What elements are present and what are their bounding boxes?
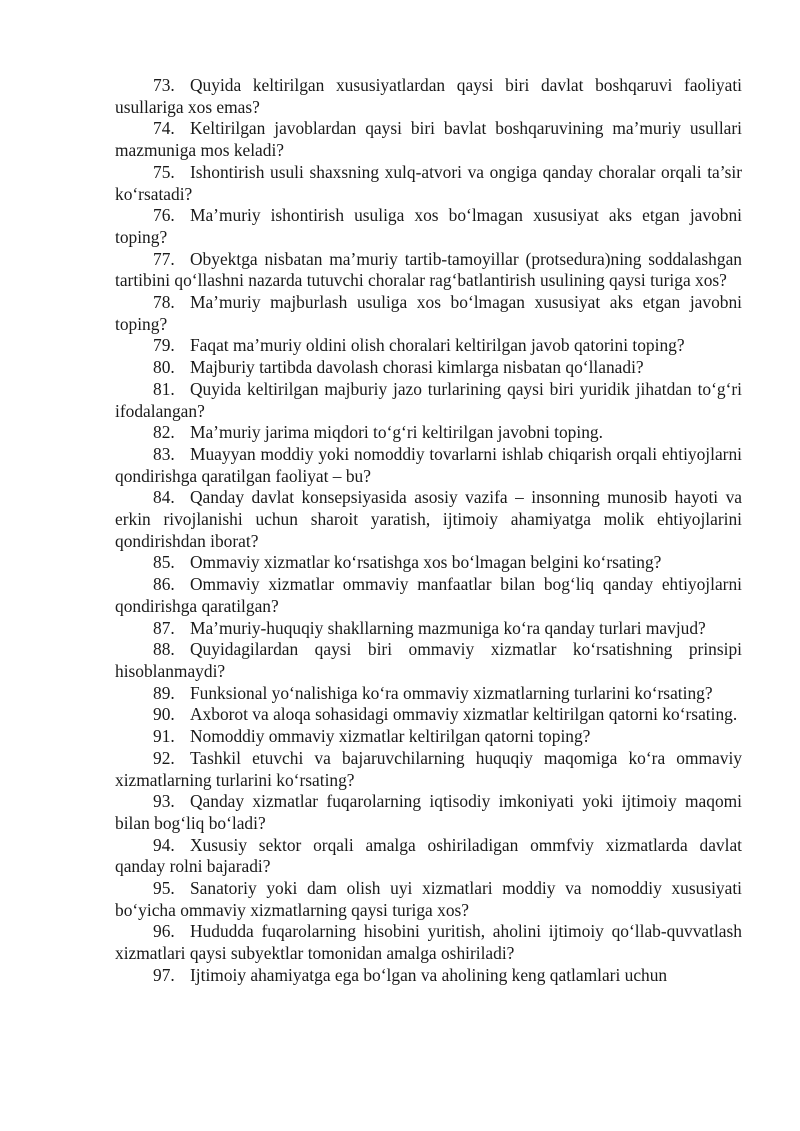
question-number: 89. xyxy=(153,682,175,703)
document-page xyxy=(115,75,742,987)
question-number: 96. xyxy=(153,921,175,942)
question-item xyxy=(115,487,742,552)
question-text: Ma’muriy ishontirish usuliga xos bo‘lmagan xususiyat aks etgan javobni toping? xyxy=(115,205,742,247)
question-item xyxy=(115,249,742,292)
question-item xyxy=(115,292,742,335)
question-item xyxy=(115,335,742,357)
question-text: Tashkil etuvchi va bajaruvchilarning huquqiy maqomiga ko‘ra ommaviy xizmatlarning turlarini ko‘rsating? xyxy=(115,747,742,790)
question-item xyxy=(115,205,742,248)
question-text: Qanday xizmatlar fuqarolarning iqtisodiy imkoniyati yoki ijtimoiy maqomi bilan bog‘liq bo‘ladi? xyxy=(115,791,742,833)
question-text: Ma’muriy jarima miqdori to‘g‘ri keltirilgan javobni toping. xyxy=(190,422,603,443)
question-text: Ishontirish usuli shaxsning xulq-atvori va ongiga qanday choralar orqali ta’sir ko‘rsatadi? xyxy=(115,161,742,204)
question-number: 88. xyxy=(153,639,175,660)
question-item xyxy=(115,444,742,487)
question-text: Nomoddiy ommaviy xizmatlar keltirilgan qatorni toping? xyxy=(190,726,591,747)
question-number: 75. xyxy=(153,161,175,182)
question-number: 93. xyxy=(153,791,175,812)
question-text: Obyektga nisbatan ma’muriy tartib-tamoyillar (protsedura)ning soddalashgan tartibini qo‘llashni nazarda tutuvchi choralar rag‘batlantirish usulining qaysi turiga xos? xyxy=(115,248,742,291)
question-text: Qanday davlat konsepsiyasida asosiy vazifa – insonning munosib hayoti va erkin rivojlanishi uchun sharoit yaratish, ijtimoiy ahamiyatga molik ehtiyojlarini qondirishdan iborat? xyxy=(115,487,742,551)
question-number: 92. xyxy=(153,747,175,768)
question-text: Quyidagilardan qaysi biri ommaviy xizmatlar ko‘rsatishning prinsipi hisoblanmaydi? xyxy=(115,639,742,681)
question-text: Sanatoriy yoki dam olish uyi xizmatlari moddiy va nomoddiy xususiyati bo‘yicha ommaviy xizmatlarning qaysi turiga xos? xyxy=(115,878,742,920)
question-text: Muayyan moddiy yoki nomoddiy tovarlarni ishlab chiqarish orqali ehtiyojlarni qondirishga qaratilgan faoliyat – bu? xyxy=(115,443,742,486)
question-text: Faqat ma’muriy oldini olish choralari keltirilgan javob qatorini toping? xyxy=(190,335,685,356)
question-number: 97. xyxy=(153,964,175,985)
question-item xyxy=(115,162,742,205)
question-number: 76. xyxy=(153,205,175,226)
question-item xyxy=(115,618,742,640)
question-item xyxy=(115,835,742,878)
question-number: 87. xyxy=(153,617,175,638)
question-text: Funksional yo‘nalishiga ko‘ra ommaviy xizmatlarning turlarini ko‘rsating? xyxy=(190,682,713,703)
question-number: 85. xyxy=(153,552,175,573)
question-number: 79. xyxy=(153,335,175,356)
question-item xyxy=(115,379,742,422)
question-text: Keltirilgan javoblardan qaysi biri bavlat boshqaruvining ma’muriy usullari mazmuniga mos keladi? xyxy=(115,118,742,161)
question-text: Ommaviy xizmatlar ommaviy manfaatlar bilan bog‘liq qanday ehtiyojlarni qondirishga qaratilgan? xyxy=(115,574,742,616)
question-item xyxy=(115,552,742,574)
question-item xyxy=(115,118,742,161)
question-item xyxy=(115,878,742,921)
question-item xyxy=(115,357,742,379)
question-item xyxy=(115,704,742,726)
question-item xyxy=(115,965,742,987)
question-text: Quyida keltirilgan xususiyatlardan qaysi biri davlat boshqaruvi faoliyati usullariga xos emas? xyxy=(115,75,742,117)
question-text: Ijtimoiy ahamiyatga ega bo‘lgan va aholining keng qatlamlari uchun xyxy=(190,964,668,985)
question-item xyxy=(115,639,742,682)
question-item xyxy=(115,791,742,834)
question-number: 94. xyxy=(153,834,175,855)
question-number: 83. xyxy=(153,443,175,464)
question-item xyxy=(115,921,742,964)
question-text: Ma’muriy-huquqiy shakllarning mazmuniga ko‘ra qanday turlari mavjud? xyxy=(190,617,706,638)
question-text: Majburiy tartibda davolash chorasi kimlarga nisbatan qo‘llanadi? xyxy=(190,357,644,378)
question-number: 74. xyxy=(153,118,175,139)
question-text: Ommaviy xizmatlar ko‘rsatishga xos bo‘lmagan belgini ko‘rsating? xyxy=(190,552,662,573)
question-text: Xususiy sektor orqali amalga oshiriladigan ommfviy xizmatlarda davlat qanday rolni bajaradi? xyxy=(115,834,742,877)
question-item xyxy=(115,683,742,705)
question-text: Axborot va aloqa sohasidagi ommaviy xizmatlar keltirilgan qatorni ko‘rsating. xyxy=(190,704,738,725)
question-item xyxy=(115,574,742,617)
question-number: 78. xyxy=(153,292,175,313)
question-number: 73. xyxy=(153,75,175,95)
question-text: Quyida keltirilgan majburiy jazo turlarining qaysi biri yuridik jihatdan to‘g‘ri ifodalangan? xyxy=(115,378,742,421)
question-number: 80. xyxy=(153,357,175,378)
question-item xyxy=(115,748,742,791)
question-number: 82. xyxy=(153,422,175,443)
question-text: Ma’muriy majburlash usuliga xos bo‘lmagan xususiyat aks etgan javobni toping? xyxy=(115,292,742,334)
question-number: 81. xyxy=(153,378,175,399)
question-number: 77. xyxy=(153,248,175,269)
question-number: 95. xyxy=(153,878,175,899)
question-item xyxy=(115,726,742,748)
question-number: 90. xyxy=(153,704,175,725)
question-text: Hududda fuqarolarning hisobini yuritish, aholini ijtimoiy qo‘llab-quvvatlash xizmatlari qaysi subyektlar tomonidan amalga oshiriladi? xyxy=(115,921,742,964)
question-number: 84. xyxy=(153,487,175,508)
question-number: 91. xyxy=(153,726,175,747)
question-number: 86. xyxy=(153,574,175,595)
question-item xyxy=(115,422,742,444)
question-item xyxy=(115,75,742,118)
